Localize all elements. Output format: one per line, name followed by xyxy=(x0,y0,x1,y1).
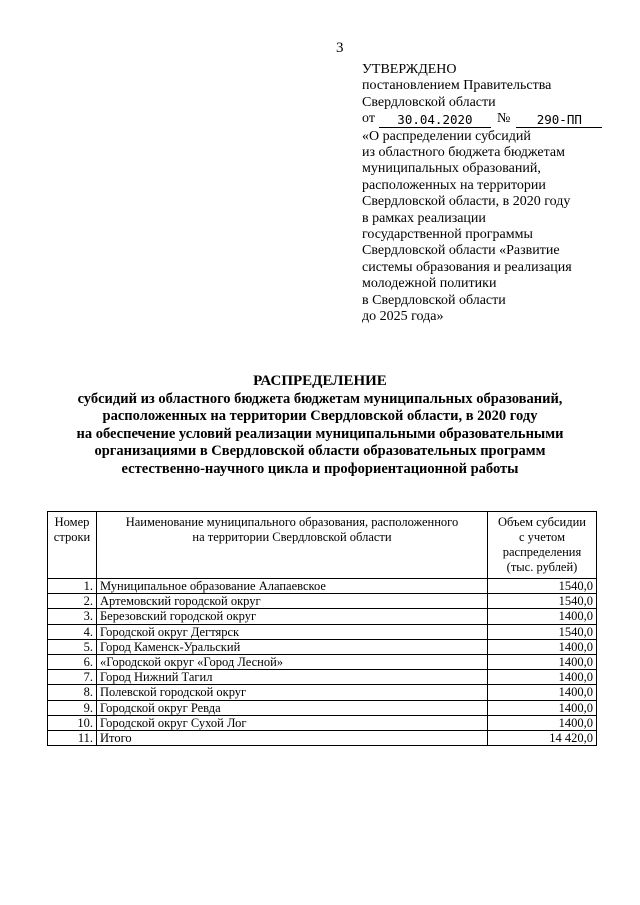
header-text: Номер xyxy=(54,515,90,529)
resolution-line: государственной программы xyxy=(362,227,533,243)
subsidy-amount: 1540,0 xyxy=(488,594,597,609)
table-row xyxy=(48,715,597,730)
resolution-line: из областного бюджета бюджетам xyxy=(362,145,565,161)
resolution-line: «О распределении субсидий xyxy=(362,128,531,144)
decree-number: 290-ПП xyxy=(516,113,602,128)
header-text: на территории Свердловской области xyxy=(192,530,392,544)
title-line: субсидий из областного бюджета бюджетам муниципальных образований, xyxy=(77,390,563,407)
subsidy-amount: 1540,0 xyxy=(488,579,597,594)
row-number: 1. xyxy=(48,579,97,594)
table-row xyxy=(48,609,597,624)
resolution-line: в Свердловской области xyxy=(362,292,506,308)
total-label: Итого xyxy=(97,731,488,746)
approved-label: УТВЕРЖДЕНО xyxy=(362,62,457,77)
subsidy-amount: 1400,0 xyxy=(488,639,597,654)
subsidy-amount: 1400,0 xyxy=(488,670,597,685)
row-number: 2. xyxy=(48,594,97,609)
municipality-name: Городской округ Сухой Лог xyxy=(97,715,488,730)
table-header-row xyxy=(48,512,597,579)
table-row xyxy=(48,639,597,654)
document-title xyxy=(0,373,640,478)
title-heading: РАСПРЕДЕЛЕНИЕ xyxy=(253,373,387,389)
title-line: организациями в Свердловской области образовательных программ xyxy=(94,443,546,459)
resolution-line: муниципальных образований, xyxy=(362,161,541,177)
resolution-line: Свердловской области, в 2020 году xyxy=(362,194,571,210)
header-text: Объем субсидии xyxy=(498,515,586,529)
header-text: с учетом xyxy=(519,530,565,544)
table-row xyxy=(48,700,597,715)
municipality-name: Город Нижний Тагил xyxy=(97,670,488,685)
row-number: 11. xyxy=(48,731,97,746)
row-number: 4. xyxy=(48,624,97,639)
subsidy-amount: 1400,0 xyxy=(488,685,597,700)
subsidy-amount: 1400,0 xyxy=(488,700,597,715)
title-line: расположенных на территории Свердловской области, в 2020 году xyxy=(102,408,538,424)
table-row xyxy=(48,594,597,609)
municipality-name: Городской округ Дегтярск xyxy=(97,624,488,639)
table-row xyxy=(48,624,597,639)
total-amount: 14 420,0 xyxy=(488,731,597,746)
approved-by-line-2: Свердловской области xyxy=(362,94,496,110)
table-total-row xyxy=(48,731,597,746)
page-number: 3 xyxy=(336,40,344,56)
municipality-name: «Городской округ «Город Лесной» xyxy=(97,655,488,670)
resolution-title xyxy=(362,129,632,326)
resolution-line: до 2025 года» xyxy=(362,309,444,325)
from-label: от xyxy=(362,111,375,127)
row-number: 9. xyxy=(48,700,97,715)
municipality-name: Артемовский городской округ xyxy=(97,594,488,609)
resolution-line: молодежной политики xyxy=(362,276,497,292)
municipality-name: Полевской городской округ xyxy=(97,685,488,700)
municipality-name: Муниципальное образование Алапаевское xyxy=(97,579,488,594)
table-row xyxy=(48,670,597,685)
approved-by-line-1: постановлением Правительства xyxy=(362,78,552,94)
header-row-number xyxy=(48,512,97,579)
resolution-line: в рамках реализации xyxy=(362,210,486,226)
header-text: Наименование муниципального образования, расположенного xyxy=(125,515,459,529)
municipality-name: Город Каменск-Уральский xyxy=(97,639,488,654)
municipality-name: Березовский городской округ xyxy=(97,609,488,624)
table-row xyxy=(48,579,597,594)
subsidy-amount: 1400,0 xyxy=(488,655,597,670)
title-line: на обеспечение условий реализации муниципальными образовательными xyxy=(76,425,564,442)
resolution-line: системы образования и реализация xyxy=(362,259,572,275)
subsidy-amount: 1540,0 xyxy=(488,624,597,639)
resolution-line: Свердловской области «Развитие xyxy=(362,243,560,259)
resolution-line: расположенных на территории xyxy=(362,177,546,193)
title-line: естественно-научного цикла и профориентационной работы xyxy=(121,460,519,477)
row-number: 8. xyxy=(48,685,97,700)
header-subsidy-amount xyxy=(488,512,597,579)
subsidy-amount: 1400,0 xyxy=(488,609,597,624)
header-text: строки xyxy=(53,530,91,544)
header-text: распределения xyxy=(502,545,582,559)
distribution-table xyxy=(47,511,597,746)
row-number: 3. xyxy=(48,609,97,624)
table-row xyxy=(48,655,597,670)
row-number: 10. xyxy=(48,715,97,730)
row-number: 6. xyxy=(48,655,97,670)
table-row xyxy=(48,685,597,700)
municipality-name: Городской округ Ревда xyxy=(97,700,488,715)
decree-date-number-line xyxy=(362,111,632,127)
row-number: 7. xyxy=(48,670,97,685)
number-label: № xyxy=(496,111,511,127)
header-municipality-name xyxy=(97,512,488,579)
row-number: 5. xyxy=(48,639,97,654)
approval-block xyxy=(362,62,632,326)
decree-date: 30.04.2020 xyxy=(379,113,491,128)
subsidy-amount: 1400,0 xyxy=(488,715,597,730)
header-text: (тыс. рублей) xyxy=(506,560,578,574)
